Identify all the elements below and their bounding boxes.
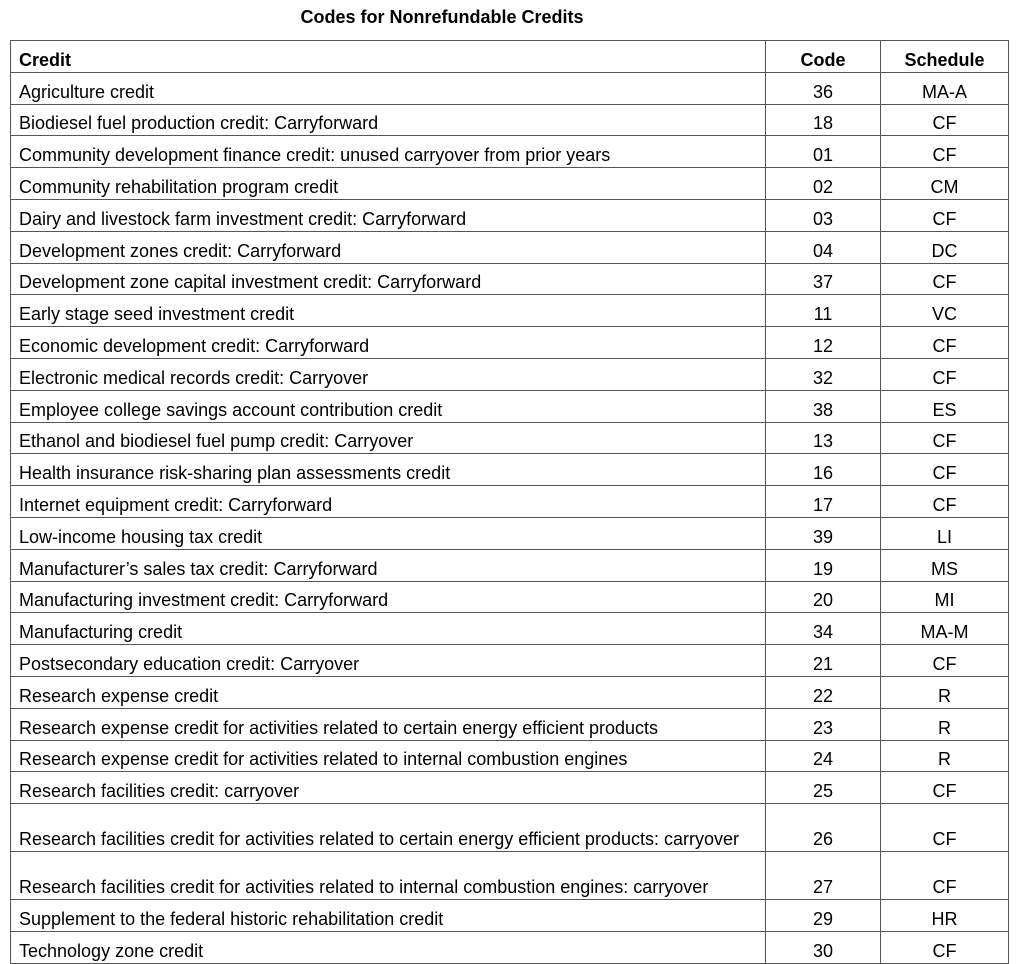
credit-schedule: R — [881, 676, 1009, 708]
credit-code: 24 — [766, 740, 881, 772]
table-row — [11, 517, 1009, 549]
credit-name: Community development finance credit: unused carryover from prior years — [11, 136, 766, 168]
table-row — [11, 199, 1009, 231]
table-row — [11, 390, 1009, 422]
credit-schedule: CF — [881, 327, 1009, 359]
credit-schedule: CF — [881, 358, 1009, 390]
table-row — [11, 645, 1009, 677]
credit-name: Dairy and livestock farm investment credit: Carryforward — [11, 199, 766, 231]
credit-code: 16 — [766, 454, 881, 486]
credit-code: 38 — [766, 390, 881, 422]
credit-name — [11, 804, 766, 852]
credit-code: 19 — [766, 549, 881, 581]
table-row — [11, 931, 1009, 963]
credit-name: Manufacturing credit — [11, 613, 766, 645]
credits-table — [10, 40, 1009, 964]
table-row — [11, 104, 1009, 136]
credit-code: 17 — [766, 486, 881, 518]
table-row — [11, 708, 1009, 740]
page-title: Codes for Nonrefundable Credits — [300, 7, 584, 27]
credit-code: 04 — [766, 231, 881, 263]
credit-schedule: R — [881, 740, 1009, 772]
credit-schedule: CF — [881, 486, 1009, 518]
table-row — [11, 422, 1009, 454]
credit-schedule: CF — [881, 852, 1009, 900]
credit-name: Research expense credit for activities related to certain energy efficient products — [11, 708, 766, 740]
credit-name: Early stage seed investment credit — [11, 295, 766, 327]
table-row — [11, 295, 1009, 327]
credit-name: Postsecondary education credit: Carryover — [11, 645, 766, 677]
credit-code: 23 — [766, 708, 881, 740]
credit-code: 30 — [766, 931, 881, 963]
credit-name: Manufacturing investment credit: Carryforward — [11, 581, 766, 613]
table-row — [11, 772, 1009, 804]
credit-code: 22 — [766, 676, 881, 708]
credit-code: 03 — [766, 199, 881, 231]
credit-code: 29 — [766, 900, 881, 932]
credit-schedule: LI — [881, 517, 1009, 549]
table-row — [11, 804, 1009, 852]
column-header-schedule: Schedule — [881, 41, 1009, 73]
table-row — [11, 327, 1009, 359]
credit-schedule: MA-M — [881, 613, 1009, 645]
table-row — [11, 136, 1009, 168]
credit-code: 21 — [766, 645, 881, 677]
credit-code: 34 — [766, 613, 881, 645]
credit-name: Economic development credit: Carryforward — [11, 327, 766, 359]
credit-name: Development zone capital investment credit: Carryforward — [11, 263, 766, 295]
credit-schedule: CF — [881, 931, 1009, 963]
credit-name: Manufacturer’s sales tax credit: Carryforward — [11, 549, 766, 581]
credit-schedule: VC — [881, 295, 1009, 327]
credit-code: 25 — [766, 772, 881, 804]
credit-name: Agriculture credit — [11, 72, 766, 104]
credit-name: Internet equipment credit: Carryforward — [11, 486, 766, 518]
credit-name: Low-income housing tax credit — [11, 517, 766, 549]
credit-name: Health insurance risk-sharing plan assessments credit — [11, 454, 766, 486]
credit-name: Research facilities credit for activities related to internal combustion engines: carryover — [11, 852, 766, 900]
credit-code: 27 — [766, 852, 881, 900]
table-row — [11, 852, 1009, 900]
credit-code: 02 — [766, 168, 881, 200]
credit-code: 32 — [766, 358, 881, 390]
credit-schedule: CF — [881, 422, 1009, 454]
credit-code: 13 — [766, 422, 881, 454]
credit-schedule: CF — [881, 772, 1009, 804]
credit-schedule: CF — [881, 645, 1009, 677]
table-row — [11, 549, 1009, 581]
credit-code: 37 — [766, 263, 881, 295]
credit-schedule: CM — [881, 168, 1009, 200]
credit-schedule: CF — [881, 263, 1009, 295]
credit-code: 12 — [766, 327, 881, 359]
table-row — [11, 72, 1009, 104]
credit-code: 20 — [766, 581, 881, 613]
credit-name: Community rehabilitation program credit — [11, 168, 766, 200]
credit-code: 01 — [766, 136, 881, 168]
credit-schedule: CF — [881, 199, 1009, 231]
credit-schedule: CF — [881, 804, 1009, 852]
credit-schedule: CF — [881, 104, 1009, 136]
table-row — [11, 486, 1009, 518]
credit-name: Research facilities credit: carryover — [11, 772, 766, 804]
table-row — [11, 613, 1009, 645]
credit-schedule: MS — [881, 549, 1009, 581]
credit-name: Technology zone credit — [11, 931, 766, 963]
credit-schedule: CF — [881, 136, 1009, 168]
credit-schedule: CF — [881, 454, 1009, 486]
table-row — [11, 231, 1009, 263]
credit-code: 18 — [766, 104, 881, 136]
credit-code: 26 — [766, 804, 881, 852]
column-header-code: Code — [766, 41, 881, 73]
credit-code: 36 — [766, 72, 881, 104]
credit-schedule: MI — [881, 581, 1009, 613]
table-row — [11, 168, 1009, 200]
table-row — [11, 581, 1009, 613]
table-row — [11, 676, 1009, 708]
credit-schedule: HR — [881, 900, 1009, 932]
credit-name: Development zones credit: Carryforward — [11, 231, 766, 263]
credit-name-text: Research facilities credit for activities related to certain energy efficient products: carryover — [19, 829, 739, 850]
table-row — [11, 263, 1009, 295]
credit-schedule: R — [881, 708, 1009, 740]
credit-name: Research expense credit for activities related to internal combustion engines — [11, 740, 766, 772]
table-row — [11, 358, 1009, 390]
credit-name: Ethanol and biodiesel fuel pump credit: Carryover — [11, 422, 766, 454]
table-row — [11, 454, 1009, 486]
credit-name: Supplement to the federal historic rehabilitation credit — [11, 900, 766, 932]
credit-name: Electronic medical records credit: Carryover — [11, 358, 766, 390]
credit-schedule: DC — [881, 231, 1009, 263]
column-header-credit: Credit — [11, 41, 766, 73]
table-row — [11, 740, 1009, 772]
table-row — [11, 900, 1009, 932]
credit-code: 11 — [766, 295, 881, 327]
credit-code: 39 — [766, 517, 881, 549]
credit-name: Employee college savings account contribution credit — [11, 390, 766, 422]
credit-name: Biodiesel fuel production credit: Carryforward — [11, 104, 766, 136]
credit-name: Research expense credit — [11, 676, 766, 708]
table-header-row — [11, 41, 1009, 73]
credit-schedule: ES — [881, 390, 1009, 422]
credit-schedule: MA-A — [881, 72, 1009, 104]
